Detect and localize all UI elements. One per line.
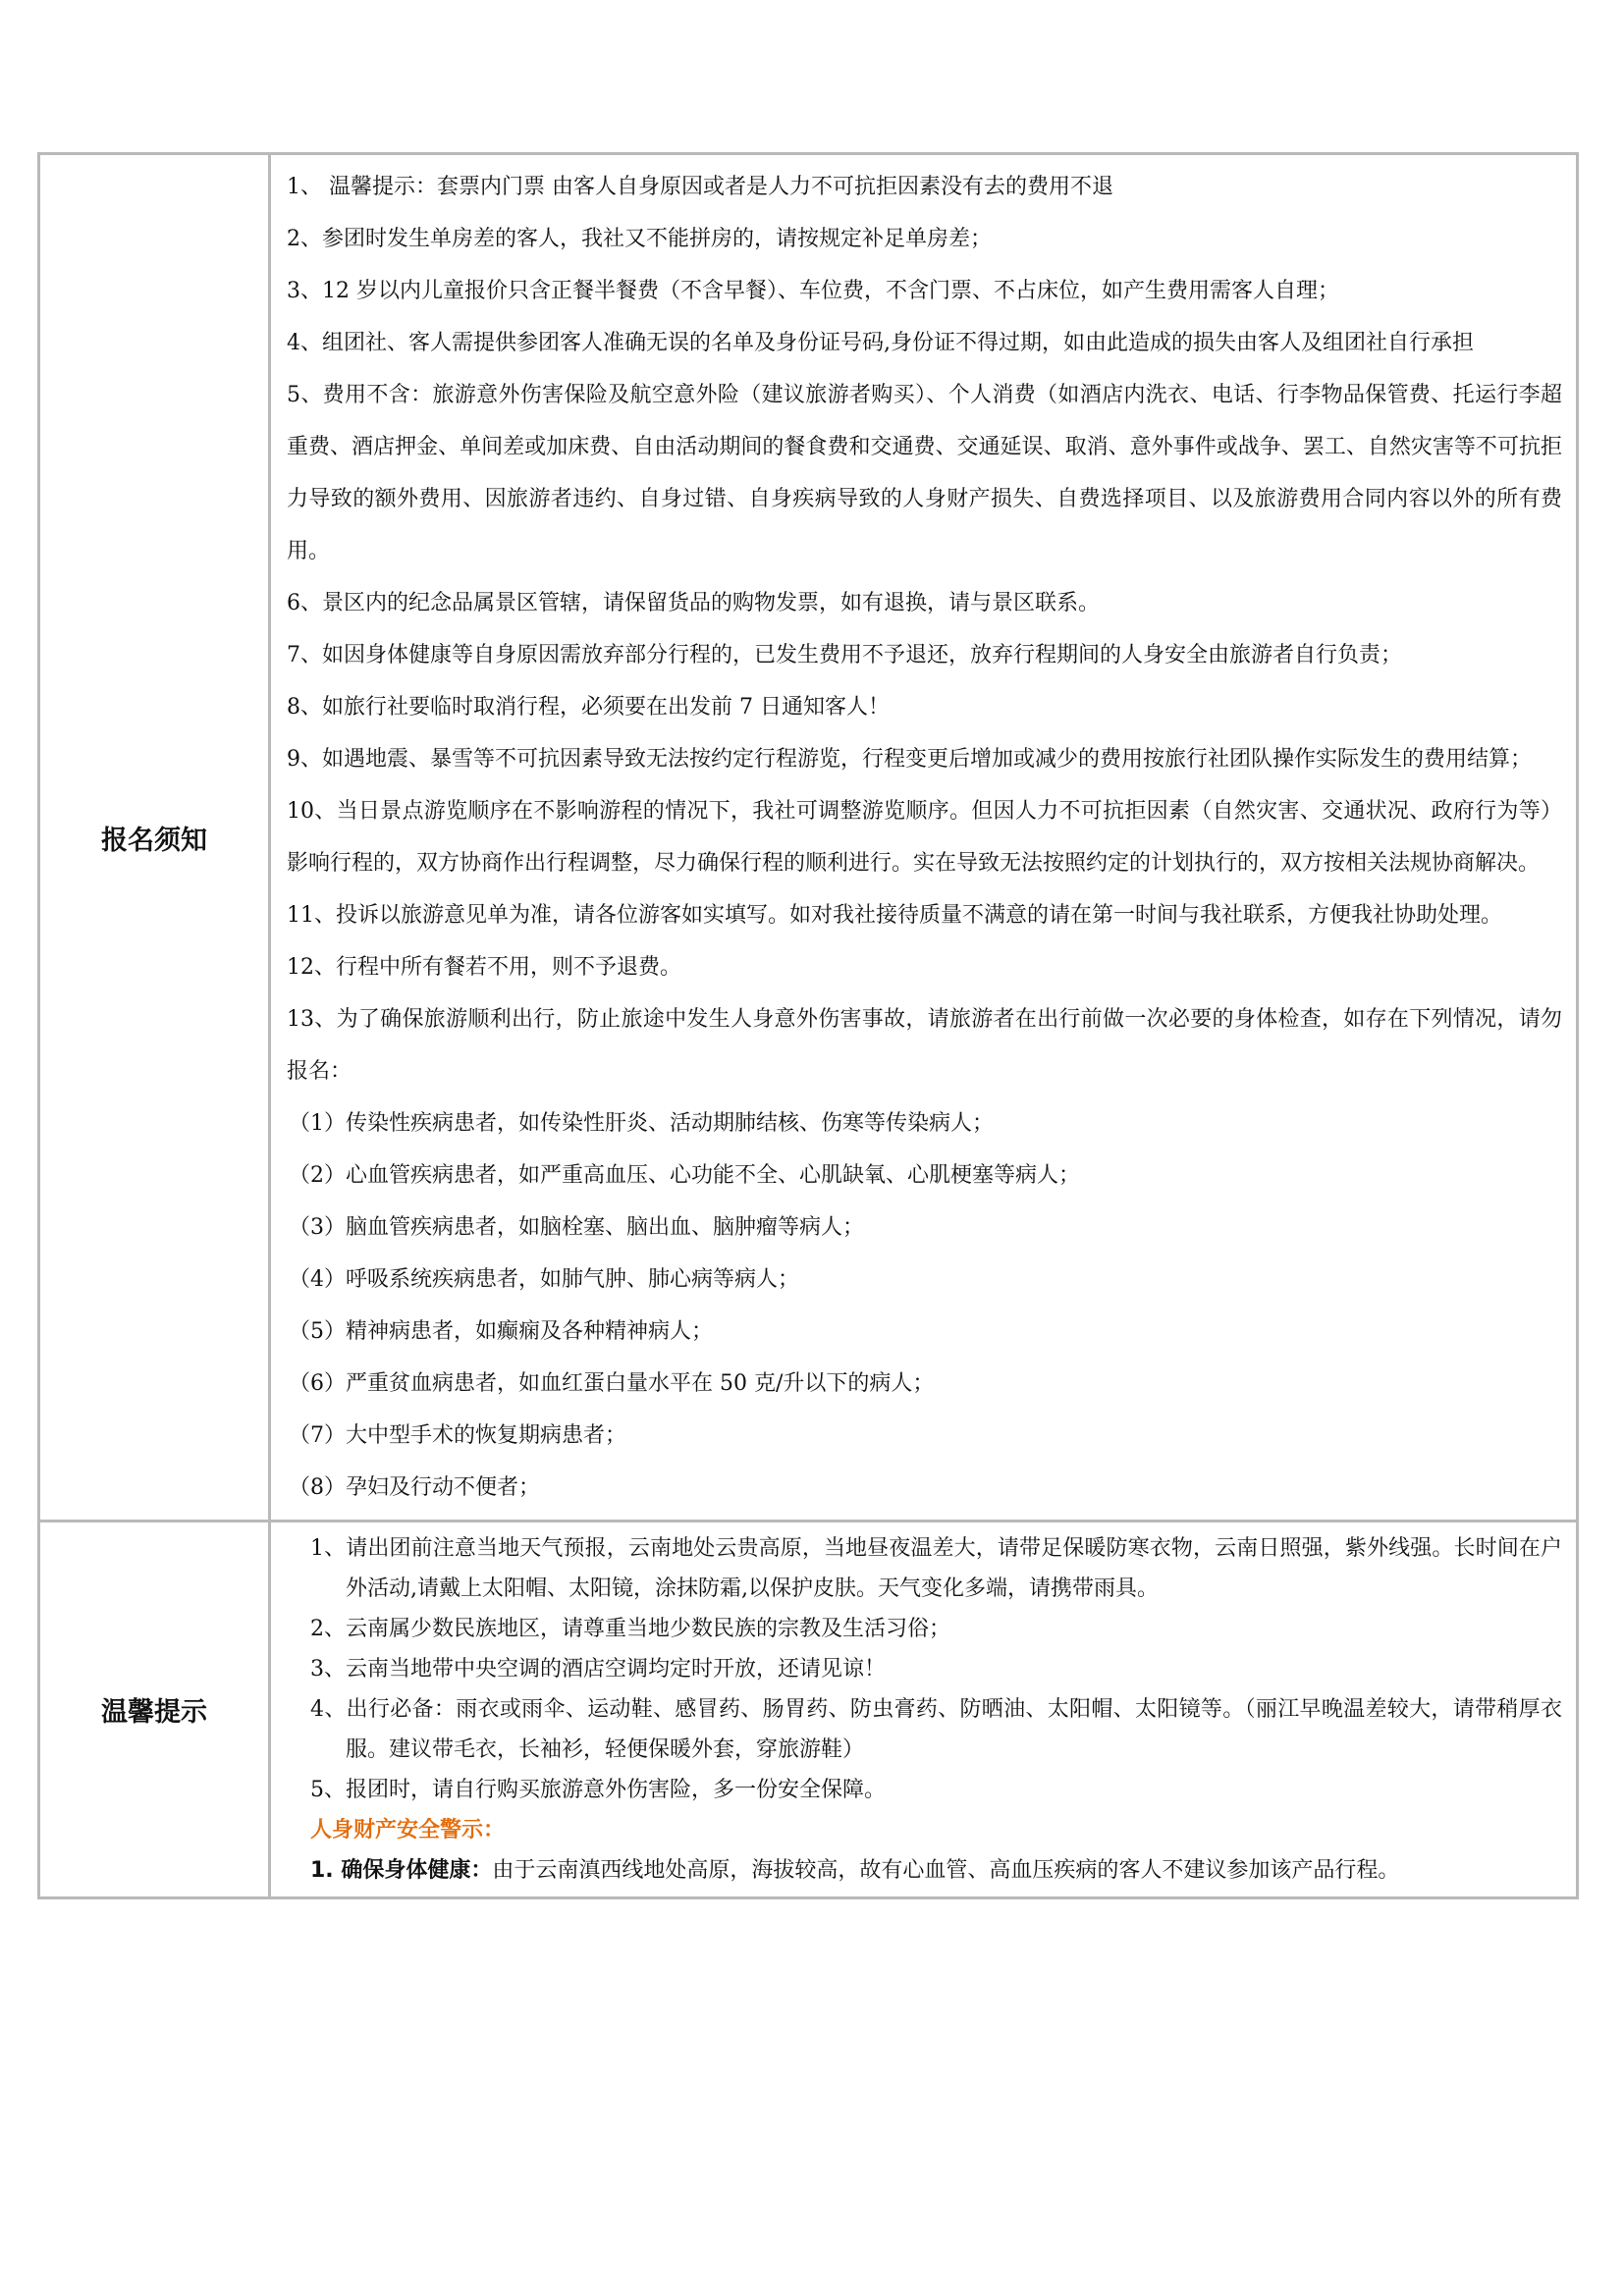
health-condition-item: （1）传染性疾病患者，如传染性肝炎、活动期肺结核、伤寒等传染病人； xyxy=(289,1111,994,1136)
registration-item: 6、景区内的纪念品属景区管辖，请保留货品的购物发票，如有退换，请与景区联系。 xyxy=(287,591,1100,615)
reminder-label: 温馨提示 xyxy=(39,1522,270,1898)
registration-label: 报名须知 xyxy=(39,154,270,1522)
safety-warning-point xyxy=(310,1850,1562,1891)
health-condition-item: （2）心血管疾病患者，如严重高血压、心功能不全、心肌缺氧、心肌梗塞等病人； xyxy=(289,1163,1080,1188)
registration-item: 1、 温馨提示：套票内门票 由客人自身原因或者是人力不可抗拒因素没有去的费用不退 xyxy=(287,175,1113,199)
health-condition-item: （4）呼吸系统疾病患者，如肺气肿、肺心病等病人； xyxy=(289,1267,799,1292)
health-condition-item: （7）大中型手术的恢复期病患者； xyxy=(289,1423,626,1448)
registration-item: 2、参团时发生单房差的客人，我社又不能拼房的，请按规定补足单房差； xyxy=(287,227,992,251)
reminder-item: 5、报团时，请自行购买旅游意外伤害险，多一份安全保障。 xyxy=(310,1778,886,1802)
health-condition-item: （8）孕妇及行动不便者； xyxy=(289,1475,540,1500)
registration-item: 11、投诉以旅游意见单为准，请各位游客如实填写。如对我社接待质量不满意的请在第一时间与我社联系，方便我社协助处理。 xyxy=(287,903,1502,928)
reminder-item: 1、请出团前注意当地天气预报，云南地处云贵高原，当地昼夜温差大，请带足保暖防寒衣物，云南日照强，紫外线强。长时间在户外活动,请戴上太阳帽、太阳镜，涂抹防霜,以保护皮肤。天气变化多端，请携带雨具。 xyxy=(310,1536,1562,1601)
reminder-content xyxy=(270,1522,1578,1898)
safety-warning-lead: 1. 确保身体健康： xyxy=(310,1858,493,1883)
registration-item: 12、行程中所有餐若不用，则不予退费。 xyxy=(287,955,681,980)
health-condition-item: （5）精神病患者，如癫痫及各种精神病人； xyxy=(289,1319,713,1344)
registration-item: 7、如因身体健康等自身原因需放弃部分行程的，已发生费用不予退还，放弃行程期间的人身安全由旅游者自行负责； xyxy=(287,643,1403,667)
safety-warning-text: 由于云南滇西线地处高原，海拔较高，故有心血管、高血压疾病的客人不建议参加该产品行程。 xyxy=(492,1858,1400,1883)
health-condition-item: （6）严重贫血病患者，如血红蛋白量水平在 50 克/升以下的病人； xyxy=(289,1371,935,1396)
health-condition-item: （3）脑血管疾病患者，如脑栓塞、脑出血、脑肿瘤等病人； xyxy=(289,1215,864,1240)
reminder-item: 2、云南属少数民族地区，请尊重当地少数民族的宗教及生活习俗； xyxy=(310,1617,950,1641)
safety-warning-heading: 人身财产安全警示： xyxy=(310,1818,506,1842)
reminder-item: 3、云南当地带中央空调的酒店空调均定时开放，还请见谅！ xyxy=(310,1657,886,1682)
reminder-row xyxy=(39,1522,1578,1898)
registration-content xyxy=(270,154,1578,1522)
registration-item: 5、费用不含：旅游意外伤害保险及航空意外险（建议旅游者购买）、个人消费（如酒店内洗衣、电话、行李物品保管费、托运行李超重费、酒店押金、单间差或加床费、自由活动期间的餐食费和交通费、交通延误、取消、意外事件或战争、罢工、自然灾害等不可抗拒力导致的额外费用、因旅游者违约、自身过错、自身疾病导致的人身财产损失、自费选择项目、以及旅游费用合同内容以外的所有费用。 xyxy=(287,383,1562,563)
notice-table xyxy=(37,152,1579,1899)
registration-item: 10、当日景点游览顺序在不影响游程的情况下，我社可调整游览顺序。但因人力不可抗拒因素（自然灾害、交通状况、政府行为等）影响行程的，双方协商作出行程调整，尽力确保行程的顺利进行。实在导致无法按照约定的计划执行的，双方按相关法规协商解决。 xyxy=(287,799,1562,876)
registration-item: 13、为了确保旅游顺利出行，防止旅途中发生人身意外伤害事故，请旅游者在出行前做一次必要的身体检查，如存在下列情况，请勿报名： xyxy=(287,1007,1562,1084)
registration-item: 9、如遇地震、暴雪等不可抗因素导致无法按约定行程游览，行程变更后增加或减少的费用按旅行社团队操作实际发生的费用结算； xyxy=(287,747,1533,772)
reminder-item: 4、出行必备：雨衣或雨伞、运动鞋、感冒药、肠胃药、防虫膏药、防晒油、太阳帽、太阳镜等。（丽江早晚温差较大，请带稍厚衣服。建议带毛衣，长袖衫，轻便保暖外套，穿旅游鞋） xyxy=(310,1697,1562,1762)
registration-item: 8、如旅行社要临时取消行程，必须要在出发前 7 日通知客人！ xyxy=(287,695,890,720)
registration-item: 3、12 岁以内儿童报价只含正餐半餐费（不含早餐）、车位费，不含门票、不占床位，如产生费用需客人自理； xyxy=(287,279,1339,303)
registration-row xyxy=(39,154,1578,1522)
registration-item: 4、组团社、客人需提供参团客人准确无误的名单及身份证号码,身份证不得过期，如由此造成的损失由客人及组团社自行承担 xyxy=(287,331,1474,355)
